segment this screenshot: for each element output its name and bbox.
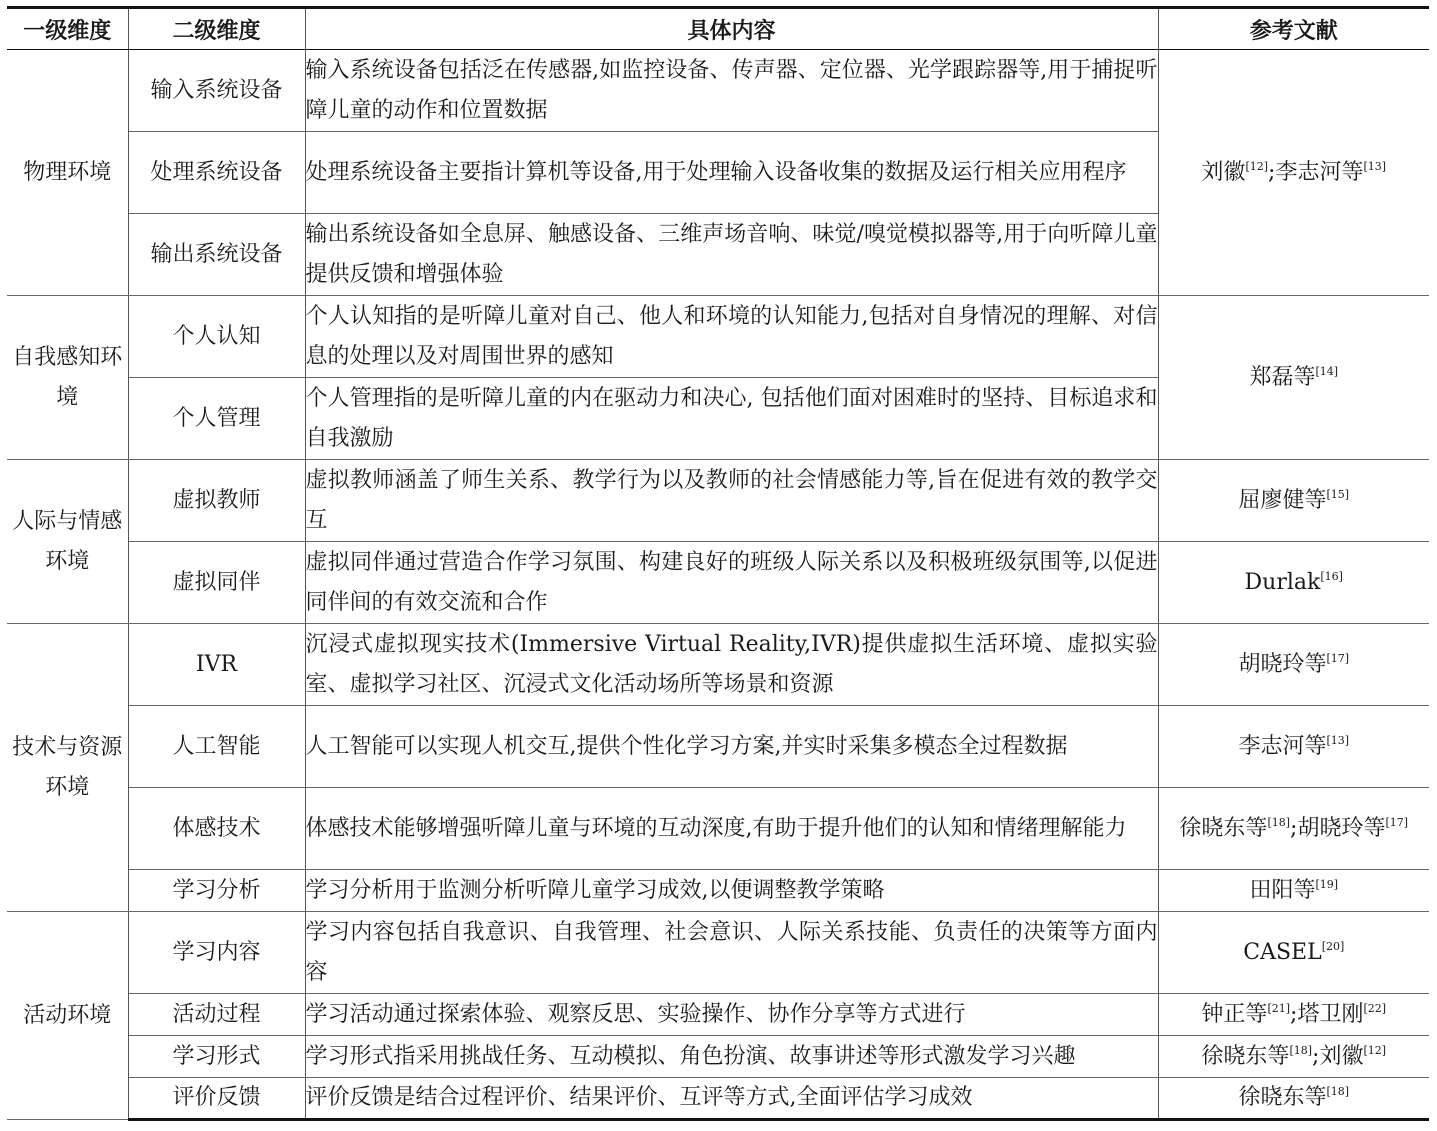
level2-cell: 个人认知	[128, 296, 305, 378]
level1-cell: 人际与情感环境	[7, 460, 128, 624]
level1-cell: 自我感知环境	[7, 296, 128, 460]
reference-label: Durlak	[1244, 569, 1321, 595]
table-row	[7, 296, 1429, 378]
reference-label: 李志河等	[1238, 733, 1327, 759]
table-row	[7, 624, 1429, 706]
level2-cell: 个人管理	[128, 378, 305, 460]
citation-number: [13]	[1363, 159, 1387, 173]
citation-number: [12]	[1245, 159, 1269, 173]
reference-label: 徐晓东等	[1238, 1085, 1327, 1110]
content-cell: 学习内容包括自我意识、自我管理、社会意识、人际关系技能、负责任的决策等方面内容	[305, 912, 1158, 994]
citation-number: [22]	[1363, 1001, 1387, 1015]
level2-cell: 学习内容	[128, 912, 305, 994]
content-cell: 输出系统设备如全息屏、触感设备、三维声场音响、味觉/嗅觉模拟器等,用于向听障儿童提供反馈和增强体验	[305, 214, 1158, 296]
reference-cell	[1158, 1036, 1429, 1078]
level2-cell: 虚拟教师	[128, 460, 305, 542]
table-row	[7, 994, 1429, 1036]
level2-cell: 学习形式	[128, 1036, 305, 1078]
level2-cell: 学习分析	[128, 870, 305, 912]
reference-cell	[1158, 624, 1429, 706]
header-row	[7, 8, 1429, 50]
content-cell: 个人认知指的是听障儿童对自己、他人和环境的认知能力,包括对自身情况的理解、对信息的处理以及对周围世界的感知	[305, 296, 1158, 378]
content-cell: 个人管理指的是听障儿童的内在驱动力和决心, 包括他们面对困难时的坚持、目标追求和自我激励	[305, 378, 1158, 460]
level2-cell: 人工智能	[128, 706, 305, 788]
citation-number: [20]	[1321, 939, 1345, 953]
reference-separator: ;	[1290, 1001, 1298, 1027]
reference-cell	[1158, 50, 1429, 296]
table-row	[7, 706, 1429, 788]
level2-cell: 活动过程	[128, 994, 305, 1036]
table-row	[7, 1078, 1429, 1120]
level1-cell: 物理环境	[7, 50, 128, 296]
citation-number: [18]	[1326, 1085, 1350, 1098]
table-row	[7, 912, 1429, 994]
reference-cell	[1158, 542, 1429, 624]
header-content: 具体内容	[305, 8, 1158, 50]
content-cell: 评价反馈是结合过程评价、结果评价、互评等方式,全面评估学习成效	[305, 1078, 1158, 1120]
citation-number: [15]	[1326, 487, 1350, 501]
citation-number: [21]	[1267, 1001, 1291, 1015]
reference-cell	[1158, 994, 1429, 1036]
reference-separator: ;	[1268, 159, 1276, 185]
reference-cell	[1158, 870, 1429, 912]
reference-cell	[1158, 460, 1429, 542]
reference-cell	[1158, 912, 1429, 994]
content-cell: 学习分析用于监测分析听障儿童学习成效,以便调整教学策略	[305, 870, 1158, 912]
reference-label: 塔卫刚	[1297, 1001, 1364, 1027]
content-cell: 输入系统设备包括泛在传感器,如监控设备、传声器、定位器、光学跟踪器等,用于捕捉听障儿童的动作和位置数据	[305, 50, 1158, 132]
content-cell: 人工智能可以实现人机交互,提供个性化学习方案,并实时采集多模态全过程数据	[305, 706, 1158, 788]
table-row	[7, 542, 1429, 624]
table-row	[7, 788, 1429, 870]
citation-number: [19]	[1315, 877, 1339, 891]
reference-label: 刘徽	[1201, 159, 1246, 185]
reference-label: 胡晓玲等	[1297, 815, 1386, 841]
reference-cell	[1158, 788, 1429, 870]
level1-cell: 技术与资源环境	[7, 624, 128, 912]
table-row	[7, 870, 1429, 912]
level2-cell: 输入系统设备	[128, 50, 305, 132]
reference-cell	[1158, 296, 1429, 460]
table-row	[7, 460, 1429, 542]
level2-cell: IVR	[128, 624, 305, 706]
content-cell: 体感技术能够增强听障儿童与环境的互动深度,有助于提升他们的认知和情绪理解能力	[305, 788, 1158, 870]
reference-label: 胡晓玲等	[1238, 651, 1327, 677]
citation-number: [16]	[1320, 569, 1343, 583]
content-cell: 学习形式指采用挑战任务、互动模拟、角色扮演、故事讲述等形式激发学习兴趣	[305, 1036, 1158, 1078]
reference-label: 屈廖健等	[1238, 487, 1327, 513]
header-reference: 参考文献	[1158, 8, 1429, 50]
reference-label: 李志河等	[1275, 159, 1364, 185]
reference-label: 刘徽	[1319, 1043, 1364, 1069]
citation-number: [13]	[1326, 733, 1350, 747]
header-level2: 二级维度	[128, 8, 305, 50]
level2-cell: 输出系统设备	[128, 214, 305, 296]
content-cell: 虚拟同伴通过营造合作学习氛围、构建良好的班级人际关系以及积极班级氛围等,以促进同伴间的有效交流和合作	[305, 542, 1158, 624]
content-cell: 学习活动通过探索体验、观察反思、实验操作、协作分享等方式进行	[305, 994, 1158, 1036]
reference-label: 钟正等	[1201, 1001, 1268, 1027]
table-row	[7, 50, 1429, 132]
citation-number: [14]	[1315, 364, 1339, 378]
reference-separator: ;	[1290, 815, 1298, 841]
citation-number: [18]	[1289, 1043, 1313, 1057]
content-cell: 处理系统设备主要指计算机等设备,用于处理输入设备收集的数据及运行相关应用程序	[305, 132, 1158, 214]
reference-cell	[1158, 706, 1429, 788]
citation-number: [17]	[1326, 651, 1350, 665]
reference-label: CASEL	[1243, 939, 1322, 965]
level2-cell: 评价反馈	[128, 1078, 305, 1120]
reference-separator: ;	[1312, 1043, 1320, 1069]
level2-cell: 处理系统设备	[128, 132, 305, 214]
reference-cell	[1158, 1078, 1429, 1120]
header-level1: 一级维度	[7, 8, 128, 50]
citation-number: [17]	[1385, 815, 1409, 829]
level2-cell: 虚拟同伴	[128, 542, 305, 624]
reference-label: 徐晓东等	[1179, 815, 1268, 841]
content-cell: 沉浸式虚拟现实技术(Immersive Virtual Reality,IVR)提供虚拟生活环境、虚拟实验室、虚拟学习社区、沉浸式文化活动场所等场景和资源	[305, 624, 1158, 706]
reference-label: 徐晓东等	[1201, 1043, 1290, 1069]
citation-number: [12]	[1363, 1043, 1387, 1057]
level2-cell: 体感技术	[128, 788, 305, 870]
level1-cell: 活动环境	[7, 912, 128, 1120]
content-cell: 虚拟教师涵盖了师生关系、教学行为以及教师的社会情感能力等,旨在促进有效的教学交互	[305, 460, 1158, 542]
dimension-table	[7, 6, 1429, 1121]
table-row	[7, 1036, 1429, 1078]
reference-label: 郑磊等	[1249, 364, 1316, 390]
citation-number: [18]	[1267, 815, 1291, 829]
reference-label: 田阳等	[1249, 877, 1316, 903]
